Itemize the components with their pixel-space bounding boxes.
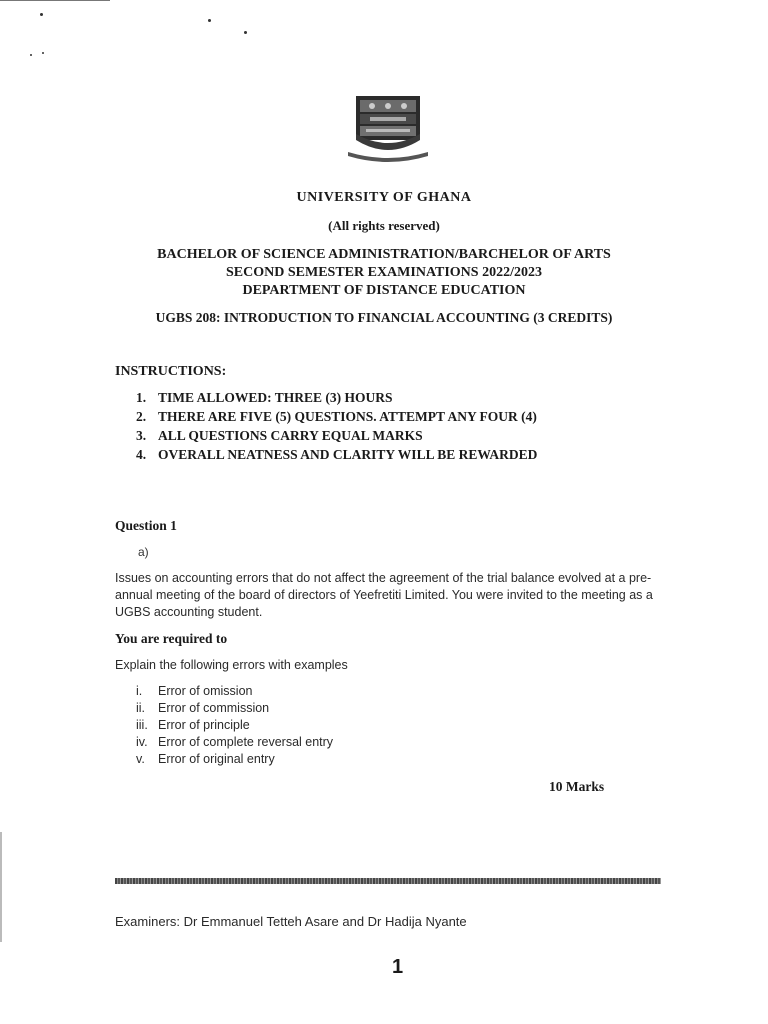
instructions-list [136, 390, 537, 466]
marks-label: 10 Marks [549, 779, 605, 794]
error-item: v. Error of original entry [136, 752, 275, 766]
scan-speck [40, 13, 43, 16]
examiners-line: Examiners: Dr Emmanuel Tetteh Asare and Dr Hadija Nyante [115, 914, 467, 929]
question-part-label: a) [138, 545, 149, 559]
scan-speck [244, 31, 247, 34]
page-number: 1 [392, 956, 404, 978]
error-item: iii. Error of principle [136, 718, 250, 732]
question-title: Question 1 [115, 518, 177, 533]
instruction-item: 4. OVERALL NEATNESS AND CLARITY WILL BE REWARDED [136, 447, 538, 462]
course-title: UGBS 208: INTRODUCTION TO FINANCIAL ACCOUNTING (3 CREDITS) [155, 310, 613, 325]
errors-list [118, 684, 333, 769]
error-item: iv. Error of complete reversal entry [136, 735, 334, 749]
scan-edge [0, 832, 2, 942]
footer-divider [115, 878, 661, 884]
instruction-item: 3. ALL QUESTIONS CARRY EQUAL MARKS [136, 428, 423, 443]
university-name: UNIVERSITY OF GHANA [296, 190, 472, 205]
required-heading: You are required to [115, 631, 228, 646]
scan-speck [208, 19, 211, 22]
question-body: Issues on accounting errors that do not affect the agreement of the trial balance evolved at a pre-annual meeting of the board of directors of Yeefretiti Limited. You were invited to the meeting as a UGBS accounting student. [115, 571, 653, 619]
programme-block [0, 246, 768, 300]
instruction-item: 1. TIME ALLOWED: THREE (3) HOURS [136, 390, 393, 405]
scan-artifact-line [0, 0, 110, 1]
scan-speck [30, 54, 32, 56]
scan-speck [42, 52, 44, 54]
explain-instruction: Explain the following errors with examples [115, 658, 348, 672]
university-crest-icon [346, 94, 430, 166]
instructions-title: INSTRUCTIONS: [115, 364, 227, 379]
programme-line: BACHELOR OF SCIENCE ADMINISTRATION/BARCHELOR OF ARTS [157, 247, 611, 262]
rights-notice: (All rights reserved) [328, 218, 440, 233]
instruction-item: 2. THERE ARE FIVE (5) QUESTIONS. ATTEMPT ANY FOUR (4) [136, 409, 537, 424]
department-line: DEPARTMENT OF DISTANCE EDUCATION [242, 283, 526, 298]
semester-line: SECOND SEMESTER EXAMINATIONS 2022/2023 [226, 265, 542, 280]
error-item: i. Error of omission [136, 684, 253, 698]
error-item: ii. Error of commission [136, 701, 270, 715]
